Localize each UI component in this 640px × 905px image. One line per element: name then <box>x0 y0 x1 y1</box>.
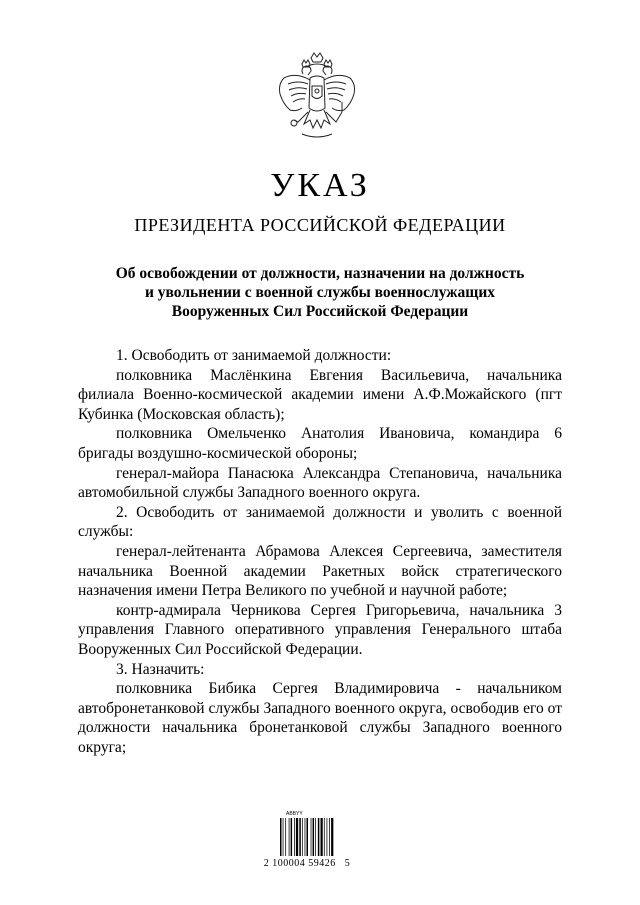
body-paragraph: генерал-майора Панасюка Александра Степановича, начальника автомобильной службы Западного военного округа. <box>78 464 562 502</box>
svg-text:ABBYY: ABBYY <box>286 811 303 817</box>
body-paragraph: контр-адмирала Черникова Сергея Григорьевича, начальника 3 управления Главного оперативного управления Генерального штаба Вооруженных Сил Российской Федерации. <box>78 601 562 658</box>
body-paragraph: 1. Освободить от занимаемой должности: <box>116 347 392 364</box>
body-paragraph: 2. Освободить от занимаемой должности и уволить с военной службы: <box>78 503 562 541</box>
heading-line: и увольнении с военной службы военнослужащих <box>144 284 496 301</box>
body-paragraph: полковника Маслёнкина Евгения Васильевича, начальника филиала Военно-космической академии имени А.Ф.Можайского (пгт Кубинка (Московская область); <box>78 366 562 423</box>
document-subtitle: ПРЕЗИДЕНТА РОССИЙСКОЙ ФЕДЕРАЦИИ <box>134 215 506 235</box>
barcode-number: 2 100004 59426 5 <box>263 858 351 869</box>
body-paragraph: полковника Бибика Сергея Владимировича - начальником автобронетанковой службы Западного военного округа, освободив его от должности начальника бронетанковой службы Западного военного округа; <box>78 680 562 756</box>
document-heading <box>60 264 580 321</box>
heading-line: Об освобождении от должности, назначении на должность <box>115 265 525 282</box>
state-emblem-icon <box>272 50 362 148</box>
document-title: УКАЗ <box>270 167 370 204</box>
heading-line: Вооруженных Сил Российской Федерации <box>171 303 469 320</box>
body-paragraph: генерал-лейтенанта Абрамова Алексея Сергеевича, заместителя начальника Военной академии Ракетных войск стратегического назначения имени Петра Великого по учебной и научной работе; <box>78 542 562 600</box>
document-body <box>78 346 562 757</box>
body-paragraph: 3. Назначить: <box>116 660 205 678</box>
body-paragraph: полковника Омельченко Анатолия Ивановича, командира 6 бригады воздушно-космической обороны; <box>78 425 562 462</box>
